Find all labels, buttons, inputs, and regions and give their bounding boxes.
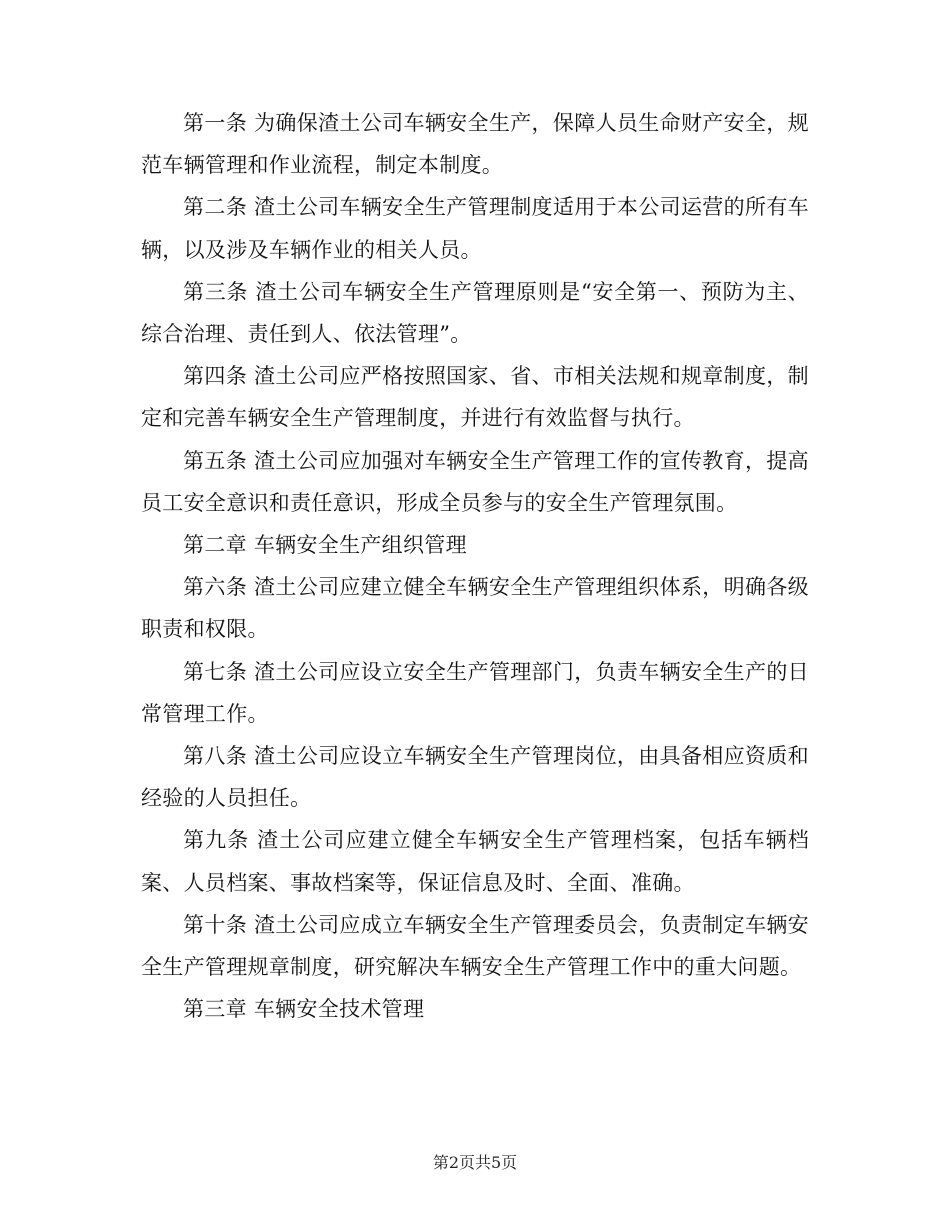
- document-body: [141, 102, 809, 1030]
- chapter-2-heading: 第二章 车辆安全生产组织管理: [183, 533, 467, 558]
- article-3: 第三条 渣土公司车辆安全生产管理原则是“安全第一、预防为主、综合治理、责任到人、依法管理”。: [141, 279, 809, 347]
- article-5: 第五条 渣土公司应加强对车辆安全生产管理工作的宣传教育，提高员工安全意识和责任意识，形成全员参与的安全生产管理氛围。: [141, 448, 809, 515]
- article-6: 第六条 渣土公司应建立健全车辆安全生产管理组织体系，明确各级职责和权限。: [141, 575, 809, 642]
- article-2: 第二条 渣土公司车辆安全生产管理制度适用于本公司运营的所有车辆，以及涉及车辆作业的相关人员。: [141, 195, 809, 262]
- article-4: 第四条 渣土公司应严格按照国家、省、市相关法规和规章制度，制定和完善车辆安全生产管理制度，并进行有效监督与执行。: [141, 364, 809, 431]
- article-8: 第八条 渣土公司应设立车辆安全生产管理岗位，由具备相应资质和经验的人员担任。: [141, 744, 809, 811]
- page-number: 第2页共5页: [432, 1153, 518, 1172]
- article-1: 第一条 为确保渣土公司车辆安全生产，保障人员生命财产安全，规范车辆管理和作业流程，制定本制度。: [141, 111, 809, 178]
- article-9: 第九条 渣土公司应建立健全车辆安全生产管理档案，包括车辆档案、人员档案、事故档案等，保证信息及时、全面、准确。: [141, 828, 809, 895]
- article-10: 第十条 渣土公司应成立车辆安全生产管理委员会，负责制定车辆安全生产管理规章制度，研究解决车辆安全生产管理工作中的重大问题。: [141, 912, 809, 980]
- chapter-3-heading: 第三章 车辆安全技术管理: [183, 997, 425, 1022]
- article-7: 第七条 渣土公司应设立安全生产管理部门，负责车辆安全生产的日常管理工作。: [141, 659, 809, 726]
